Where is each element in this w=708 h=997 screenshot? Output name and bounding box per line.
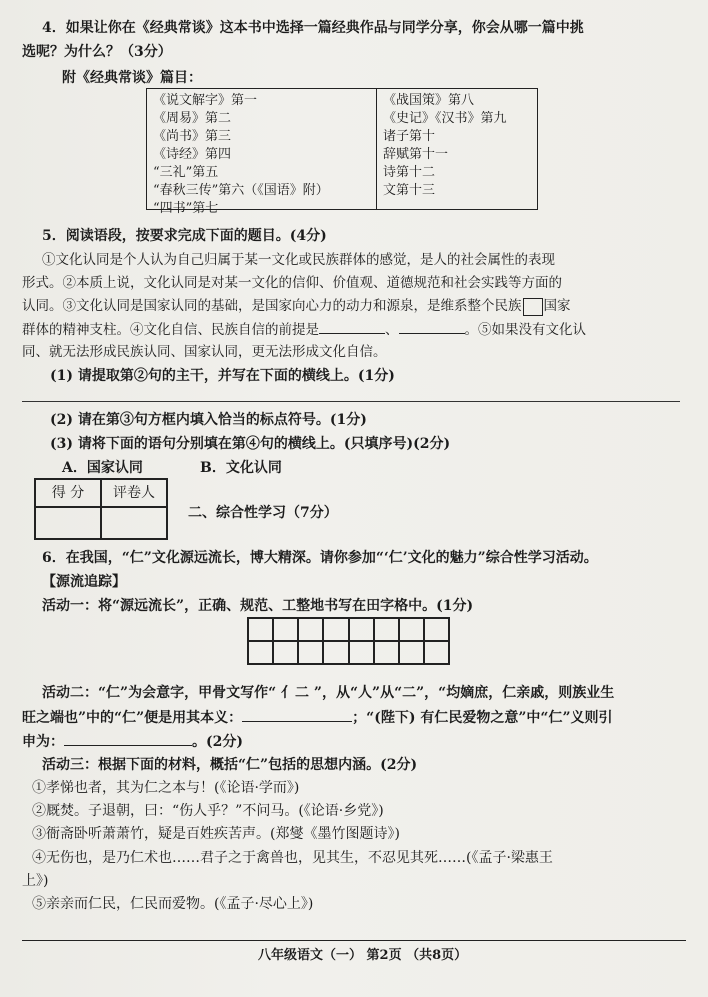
catalog-item: 辞赋第十一 <box>383 147 449 162</box>
q5-sub3: (3) 请将下面的语句分别填在第④句的横线上。(只填序号)(2分) <box>50 436 451 452</box>
q5-sub2: (2) 请在第③句方框内填入恰当的标点符号。(1分) <box>50 412 367 428</box>
grid-cell[interactable] <box>374 618 399 641</box>
q4-line1: 4．如果让你在《经典常谈》这本书中选择一篇经典作品与同学分享，你会从哪一篇中挑 <box>42 20 584 36</box>
material-line: ③衙斋卧听萧萧竹，疑是百姓疾苦声。(郑燮《墨竹图题诗》) <box>32 826 400 842</box>
catalog-item: 《诗经》第四 <box>153 147 232 162</box>
grid-cell[interactable] <box>349 641 374 664</box>
q5-text: 群体的精神支柱。④文化自信、民族自信的前提是 <box>22 322 319 338</box>
answer-blank[interactable] <box>64 731 192 746</box>
q5-paragraph-line <box>22 296 571 316</box>
catalog-item: 文第十三 <box>383 183 436 198</box>
grid-cell[interactable] <box>273 641 298 664</box>
q6-text: 申为： <box>22 734 64 750</box>
q5-title: 5．阅读语段，按要求完成下面的题目。(4分) <box>42 228 327 244</box>
q5-paragraph-line: 同、就无法形成民族认同、国家认同，更无法形成文化自信。 <box>22 344 387 360</box>
grid-cell[interactable] <box>399 641 424 664</box>
activity-two-line <box>22 731 243 752</box>
page-footer: 八年级语文（一） 第2页 （共8页） <box>258 948 468 963</box>
answer-blank[interactable] <box>242 707 352 722</box>
catalog-left-column <box>147 89 377 216</box>
answer-blank[interactable] <box>399 319 465 334</box>
catalog-right-column <box>377 89 513 209</box>
score-table <box>34 478 168 540</box>
catalog-item: 《周易》第二 <box>153 111 232 126</box>
catalog-item: 诸子第十 <box>383 129 436 144</box>
q6-text: 。(2分) <box>192 734 243 750</box>
q5-text: 、 <box>385 322 399 338</box>
catalog-item: “三礼”第五 <box>153 165 219 180</box>
activity-one: 活动一：将“源远流长”，正确、规范、工整地书写在田字格中。(1分) <box>42 598 474 614</box>
q5-text: 认同。③文化认同是国家认同的基础，是国家向心力的动力和源泉，是维系整个民族 <box>22 298 522 314</box>
catalog-item: “春秋三传”第六（《国语》附） <box>153 183 329 198</box>
answer-line[interactable] <box>22 401 680 402</box>
grader-cell[interactable] <box>101 507 167 539</box>
q5-text: 。⑤如果没有文化认 <box>464 322 586 338</box>
grid-cell[interactable] <box>424 618 449 641</box>
material-line: ②厩焚。子退朝，曰：“伤人乎？”不问马。(《论语·乡党》) <box>32 803 384 819</box>
tianzige-grid[interactable] <box>247 617 450 665</box>
q6-text: ；“(陛下) 有仁民爱物之意”中“仁”义则引 <box>352 710 613 726</box>
activity-two-line: 活动二：“仁”为会意字，甲骨文写作“ ⺅二 ”，从“人”从“二”，“均嫡庶，仁亲戚，则族业生 <box>42 685 615 701</box>
grid-cell[interactable] <box>374 641 399 664</box>
material-line: ①孝悌也者，其为仁之本与！(《论语·学而》) <box>32 780 300 796</box>
grid-cell[interactable] <box>323 618 348 641</box>
q5-text: 国家 <box>543 298 571 314</box>
q5-paragraph-line <box>22 319 586 340</box>
grid-cell[interactable] <box>349 618 374 641</box>
grid-cell[interactable] <box>273 618 298 641</box>
grid-cell[interactable] <box>424 641 449 664</box>
q6-intro: 6．在我国，“仁”文化源远流长，博大精深。请你参加“‘仁’文化的魅力”综合性学习活动。 <box>42 550 598 566</box>
section-title: 二、综合性学习（7分） <box>188 505 338 521</box>
footer-divider <box>22 940 686 941</box>
score-header: 得 分 <box>35 479 101 507</box>
punctuation-answer-box[interactable] <box>523 298 543 316</box>
q5-option-a: A．国家认同 <box>62 460 143 476</box>
q6-text: 旺之端也”中的“仁”便是用其本义： <box>22 710 243 726</box>
q5-paragraph-line: 形式。②本质上说，文化认同是对某一文化的信仰、价值观、道德规范和社会实践等方面的 <box>22 275 562 291</box>
catalog-item: 诗第十二 <box>383 165 436 180</box>
catalog-item: “四书”第七 <box>153 201 219 216</box>
score-cell[interactable] <box>35 507 101 539</box>
catalog-item: 《说文解字》第一 <box>153 93 258 108</box>
catalog-item: 《战国策》第八 <box>383 93 475 108</box>
grid-cell[interactable] <box>298 641 323 664</box>
grid-cell[interactable] <box>248 618 273 641</box>
catalog-item: 《史记》《汉书》第九 <box>383 111 507 126</box>
grid-cell[interactable] <box>298 618 323 641</box>
grid-cell[interactable] <box>248 641 273 664</box>
material-line: 上》) <box>22 873 49 889</box>
material-line: ⑤亲亲而仁民，仁民而爱物。(《孟子·尽心上》) <box>32 896 314 912</box>
grader-header: 评卷人 <box>101 479 167 507</box>
q5-option-b: B．文化认同 <box>200 460 282 476</box>
catalog-table <box>146 88 538 216</box>
activity-two-line <box>22 707 613 728</box>
catalog-item: 《尚书》第三 <box>153 129 232 144</box>
activity-three: 活动三：根据下面的材料，概括“仁”包括的思想内涵。(2分) <box>42 757 418 773</box>
material-line: ④无伤也，是乃仁术也……君子之于禽兽也，见其生，不忍见其死……(《孟子·梁惠王 <box>32 850 553 866</box>
q5-sub1: (1) 请提取第②句的主干，并写在下面的横线上。(1分) <box>50 368 395 384</box>
q4-line2: 选呢？为什么？（3分） <box>22 44 172 60</box>
grid-cell[interactable] <box>399 618 424 641</box>
q4-appendix: 附《经典常谈》篇目： <box>62 70 202 86</box>
answer-blank[interactable] <box>319 319 385 334</box>
q6-tag: 【源流追踪】 <box>42 574 126 590</box>
q5-paragraph-line: ①文化认同是个人认为自己归属于某一文化或民族群体的感觉，是人的社会属性的表现 <box>42 252 555 268</box>
grid-cell[interactable] <box>323 641 348 664</box>
